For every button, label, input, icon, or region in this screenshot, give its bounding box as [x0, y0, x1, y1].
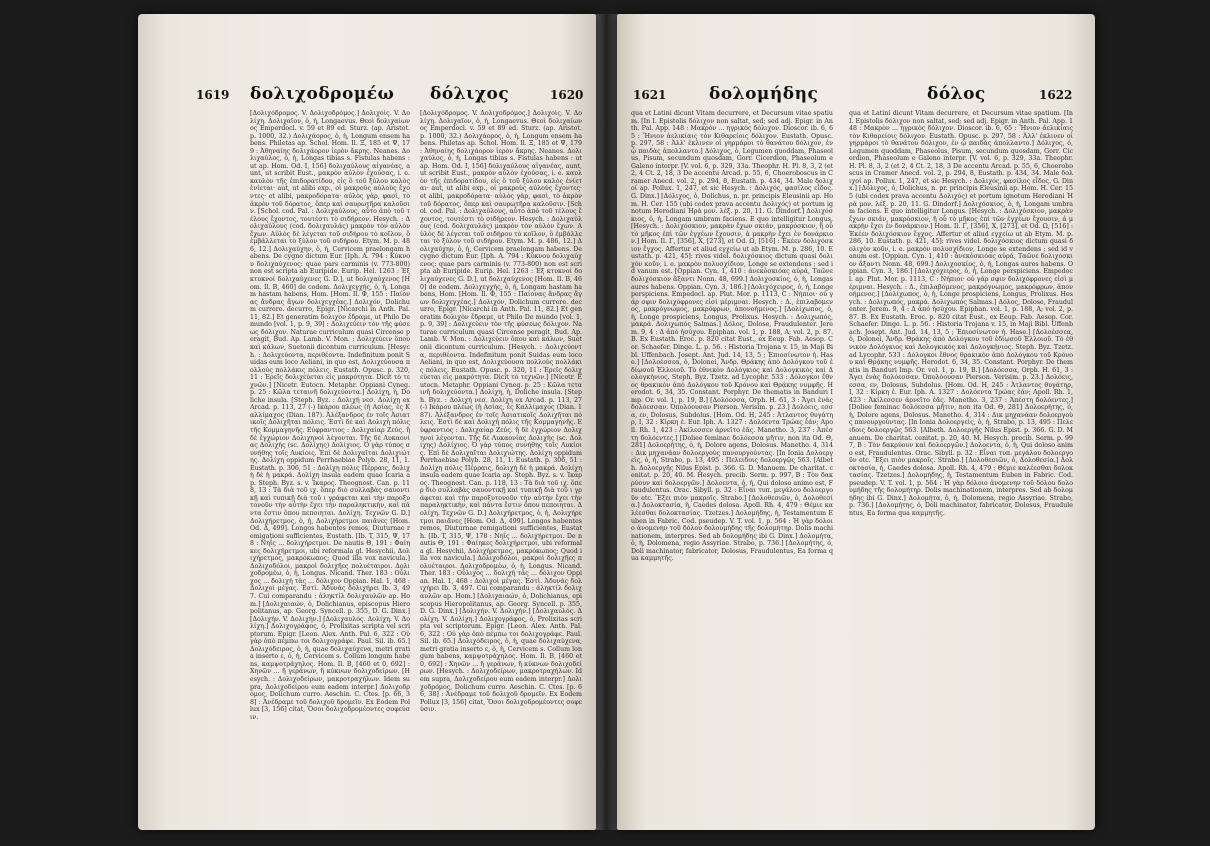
column-b-text: [Δολιχόδρομος. V. Δολιχοδρόμος.] Δολιχοὶς. V. Δολίχη. Δολιχαῖον, ὁ, ἡ, Longaevus. Θεοὶ δολιχαίωνος Emperdocl. v. 59 et 89 ed. Sturz. (ap. Aristot. p. 1000, 32.) Δολιχάορος, ὁ, ἡ, Longum ensem habens. Philetas ap. Schol. Hom. Il. Ξ, 185 et Ψ, 179 : Ἀθηναίης δολιχάορον ἱερὸν ἄκρης. Neanes. Δολιχαύλος, ὁ, ἡ, Longas tibias s. Fistulas habens : ut ap. Hom. Od. I, 156] δολιχαύλους αἰγανέας, aunt, ut scribit Eust., μακρὸν αὐλὸν ἐχούσας, i. e. καυλὸν τῆς ἐπιδορατίδου, εἰς ὃ τοῦ ξύλου καλὸς ἐνίεται· aut, ut alibi exp., οἱ μακροὺς αὐλοὺς ἔχοντες· et alibi, μακροδόρατα· αὐλὸς γὰρ, φασὶ, τὸ ἀκρὸν τοῦ δόρατος, ὅπερ καὶ σαυρωτῆρα καλοῦσιν. [Schol. cod. Pal. : Δολιχαύλους, αὖτο ἀπὸ τοῦ τέλους ἔχοντος, τουτέστι τὸ σιδήρεον. Hesych. : Δολιχαύλους (cod. δολιχαυλάς) μακρὸν τὸν αὐλὸν ἔχων. Αὐλὸς δὲ λέγεται τοῦ σιδήρου τὸ κοῖλον, ὃ ἐμβάλλεται τὸ ξύλον τοῦ σιδήρου. Etym. M. p. 486, 12.] Δολιχαύχην, ὁ, ἡ, Cervicem praelongam habens. De cygno dictum Eur. [Iph. A. 794 : Κύκνου δολιχαύχενος: quae pars carminis (v. 773-800) non est scripta ab Euripide. Eurip. Hel. 1263 : Ἐξ κτυκνοί δολιχαύχενες G. D.], ut δολιχαύχενος [Hom. Il. B, 460] de codem. Δολιχεγχής, ὁ, ἡ, Longam hastam habens, Hom. [Hom. Il. Φ, 155 : Παίονας ἄνδρας ἄγων δολιχεγχέας.] Δολιχόν, Dolichum currere. decurro, Epigr. [Nicarchi in Anth. Pal. 11, 82.] Et generatim δολιχὸν ἔδραμε, ut Philo De mundo [vol. 1, p. 9, 39] : Δολιχεύειν τὸν τῆς φύσεως δόλιχον. Naturae curriculum quasi Circense peragit, Bud. Ap. Lamb. V. Mon. : Δολιχεύειν ὅπου καὶ κάλων, Suetonii dicontum curriculum. [Hesych. : Δολιχεύοντα, περιθέοντα. Indefinitum ponit Suidas eum loco Aeliani, in quo est, Δολιχεύουσα πολλοὺς πολλάκις πόλεις. Eustath. Opusc. p. 320, 11 : Ἐρεῖς δολιχεύεται εἰς μακρότητα. Dicit τὸ τεχνῶν.] [Nicetr. Eutocn. Metaphr. Oppiani Cyneg. p. 25 : Κῶλα τεταινῆ δολιχεύοντα.] Δολίχη, ἡ, Doliche insula. [Steph. Byz. : Δολιχή νεσ. Δολίχη ex Arcad. p. 113, 27 (-) Ικάρου πλέως (ἡ Ασίας, ἐς Καλλίμαχος (Dian. 187). Ἀλέξανδρος ἐν τοῖς Ἀσιατικοῖς Δολιχῆται πόλεις. Ἐστὶ δὲ καὶ Δολιχὴ πόλις τῆς Κομμαγηνῆς. Εὐφραντιος : Δολιχαίαρ Ζεύς. ἣ δὲ ἐγχώριον Δολιχηνοὶ λέγονται. Τῆς δὲ Λυκαονίας Δολιχὴς (sc. Δολίχης) Δολίχιος. Ὁ γὰρ τύπος συνήθης τοῖς Λυκίοις. Ἐπὶ δὲ Δολιχαῖται Δολιχιώτης. Δολίχη oppidum Perrhaebiae Polyb. 28, 11, 1. Eustath. p. 306, 51 : Δολίχη πόλις Πέρραις, δολιχὴ δὲ ἡ μακρά. Δολίχη insula eadem quae Icaria ap. Steph. Byz. s. v. Ἰκαρος. Theognost. Can. p. 118, 13 : Τὰ διὰ τοῦ ιχ. ὅπερ διὸ συλλαβὰς σαυοντικῇ καὶ τυπικῇ διὰ τοῦ ι γράφεται καὶ τὴν παροξυτονοῦν τὴν αὐτὴν ἔχει τὴν παραληκτικὴν, καὶ πάντα ἔστιν ὅπου πεποιηται. Δολίχη. Τεχνῶν G. D.] Δολιχήρετμος, ὁ, ἡ, Δολιχήρετμοι παιᾶνες [Hom. Od. Δ, 499]. Longos habentes remos, Diuturnae remigationi sufficientes, Eustath. [Ib. T, 315, Ψ, 178 : Νηΐς ... δολιχήρετμοι. De nautis Θ, 191 : Φαίηκες δολιχήρετμοι, ubi reformala gl. Hesychii, Δολιχήρετμος, μακρόκωπος; Quod illa vox navicula.] Δολιχοδόλοι, μακροὶ δολιχῆες πολυέταιροι. Δολιχοδρομέω, ὁ, ἡ, Longus. Nicand. Ther. 183 : Οὖλιχος ... δολιχή τὰς ... δόλιχον Oppian. Hal. 1, 468 : Δολιχοὶ μέγας. Ἐστὶ. Ἀδυνάς δολιχήρει Ib. 3, 497. Cui comparandu : ἀληκτίλ δολιχαυλῶν ap. Hom.] [Δολιχαιαών, ὁ, Dolichianus, episcopus Hieropolitanus, ap. Georg. Syncell. p. 355, D. G. Dinx.] [Δολιχήν. V. Δολιχήν.] [Δολιχαυλός. Δολίχη. V. Δολίχη.] Δολιχογράφος, ὁ, Prolixitas scripta vel scriptorum. Epigr. [Leon. Alex. Anth. Pal. 6, 322 : Οὐ γὰρ ὀπὸ πέμπω τοι δολιχογράφε. Paul. Sil. ib. 65.] Δολιχόδειρος, ὁ, ἡ, quae δολιχαύχενα, metri gratia inserto ε, ὁ, ἡ, Cervicem s. Collum longum habens, καμψοτράχηλος. Hom. Il. B, [460 et 0, 692] : Χηνῶν ... ἢ γεράνων, ἢ κύκνων δολιχοδείρων. [Hesych. : Δολιχοδείρων, μακροτραχήλων. Idem supra, Δολιχοδείρου eum eadem interpr.] Δολιχοδρόμος, Dolichum curro. Aeschin. C. Ctes. [p. 66, 38] : Ἀνέδραμε τοῦ δολιχοῦ δρομεῖν. Ex Eodem Pollux [3, 156] citat, Ὅσοι δολιχοδρομέοντες σοφεύσιν. — [420, 110, 582, 714]
column-d — [849, 110, 1073, 810]
running-head-right: δόλος — [927, 84, 986, 104]
running-head-left: δολομήδης — [709, 84, 819, 104]
left-page-header — [138, 66, 596, 104]
column-c: qua et Latini dicunt Vitam decurrere, et Decursum vitae spatium. [In I. Epistolis δόλιχον non saltat, sed; sed adj. Epigr. in Anth. Pal. App. 148 : Μακρὸν ... ηγρικὸς δόλιχον. Dioscor. ib. 6, 65 : Ἤνιον ἀελικίαις τὸν Κιθαρείοις δόλιχον. Eustath. Opusc. p. 297, 58 : Ἀλλ' ἐκλινεν οἱ γηρμάροι τὸ θανάτου δόλιχον, ἐν ᾧ παιδὰς ἀπολλαντο.] Δόλιχος, ὁ, Legumen quoddam, Phaseolus, Pisum, secundum quosdam, Gorr. Cicerdion, Phaseolum e Galeno interpr. [V. vol. 6, p. 329, 33a. Theophr. H. Pl. 8, 3, 2 (et 2, 4 Ct. 2, 18, 3 De accentu Arcad. p. 55, 6, Choeroboscus in Cramer Anecd. vol. 2, p. 294, 8, Eustath. p. 434, 34. Male δολιχοί ap. Pollux. 1, 247, et sic Hesych. : Δολιχός, φασίλος εἶδος. G. Dinx.] [Δόλιχος, ὁ, Dolichus, n. pr. principis Eleusinii ap. Hom. H. Cer. 155 (ubi codex prava accentu Δολιχός) et portum ignotum Herodiani Ἡρὰ μον. λέξ. p. 20, 11. G. Dindorf.] Δολιχόσκιος, ὁ, ἡ, Longam umbram faciens. E quo intelligitur Longus. [Hesych. : Δολιχόσκιον, μακρὰν ἔχων σκιάν, μακρόσκιον, ἢ οὗ τὸ μῆκος ἐπὶ τῶν ἐγχέων ἔχουσιν, ἀ μακρὴν ἔχει ἐν δονάρκιον.] Hom. Il. Γ, [356], Χ, [273], et Od. Ω, [516] : Ἑκέεν δολιχόσκιον ἔγχος. Affertur et aliud εγχείω ut ab Etym. M. p. 286, 10. Eustath. p. 421, 45]: rives videl. δολιχόσκιος dictum quasi δολιχὸν κοῦν, i. e. μακρὸν πολυσχίδιον, Longe se extendens ; sed id vanum est. [Oppian. Cyn. 1, 410 : ἀνεκὀσκιόας αὐρά, Ταῶνε δολιχόσκιον ἄξαντι Nonn. 48, 699.] Δολιχοσκίος, ὁ, ἡ, Longas aures habens. Oppian. Cyn. 3, 186.] [Δολιχόχειρος, ὁ, ἡ, Longe perspiciens. Empedocl. ap. Plut. Mor. p. 1113, C : Νήπιοι· οὐ γάρ σφιν δολιχόφρονες εἰσὶ μέριμναι. Hesych. : Δ., ἐπιλαβόμενος, μακρόγνωμος, μακρόφρων, ἀπονοήμενος.] [Δολίχωπος, ὁ, ἡ, Longe prospiciens, Longus, Prolixus. Hesych. : Δολιχωπός, μακρά. Δολιχωπός Salmas.] Δόλος, Dolose, Fraudulenter. Jerem. 9, 4 : Δ ἀπό ἡσύχου. Epiphan. vol. 1, p. 188, A; vol. 2, p. 87. B. Ex Eustath. Eroc. p. 820 citat Eust., ex Eeup. Fab. Aesop. Cor. Schaefer. Dinge. L. p. 56. : Historia Trojana v. 15, in Maji Bibl. Uffenbach. Josept. Ant. Jud. 14, 13, 5 ; Ἐπιοσίνωτον ἡ. Hase.] [Δολοέσσεα, ὁ, Dolonei, Ἄνδρ. Θράκης ἀπὸ Δολόγκου τοῦ ἐδίῳσοῦ Ἑλλοιοῦ. Τὸ ἐθνικὸν Δολόγκιος καὶ Δολογκικὸς καὶ Δολογκήνιος. Steph. Byz. Tzetz. ad Lycophr. 533 : Δόλογκοι ἔθνος θρακικὸν ἀπὸ Δολόγκου τοῦ Κρόνου καὶ Θρᾴκης νυμφῆς. Herodot. 6, 34, 35. Constant. Porphyr. De thematis in Banduri Imp. Or. vol. 1, p. 19, B.] [Δολόεσσα, Orph. H. 61, 3 : Ἄγει ἐνὰς δολόεσσαν. Ὀπολόουσαν Pierson. Verisim. p. 23.] Δολόεις, εσσα, εν, Dolosus, Subdolus. [Hom. Od. H, 245 : Ἀτλαντος θυγάτηρ, Ι, 32 : Κίρκη ἐ. Eur. Iph. A. 1327 : Δολόεντα Τρώας ἐάν; Apoll. Rh. 1, 423 : Ἀκίλεσσεν ἀρνεῖτο ἐᾶς. Manetho. 3, 237 : Ἀπέστη δολόεντες.] [Doliee feminac δολόεσσα μῆτιν, non ita Od. Θ, 281] Δολοερήτης, ὁ, ἡ, Dolore agens, Dolosus. Manetho. 4, 314 : Δικ μηχανάαν δολοεργοὺς πανουργούντας. [In Ionia Δολοεργεὶς, ὁ, ἡ, Strabo, p. 13, 495 : Πελειδοις δολοεργῷς 563. [Albeth. Δολοεργῆς Nilus Epist. p. 366. G. D. Manuem. De charitat. cenitat. p. 20, 40. M. Hesych. precib. Serm. p. 997, B : Τὸν δακρύουν καὶ δολοεργῶν.] Δολοεντα, ὁ, ἡ, Qui doloso animo est, Fraudulentus. Orac. Sibyll. p. 32 : Εἶναι τυπ. μεγάλου δολοεργοῦν etc. Ἕξει πιὸν μακροῖς. Strabo.] [Δολοθεσιῶν, ὁ, Δολοθεσία.] Δολοκτασία, ἡ, Caedes dolosa. Apoll. Rh. 4, 479 : Θέμιε καλέεσθαι δολοκτασίας. Tzetzes.] Δολομήδης, ἡ, Testamentum Euben in Fabric. Cod. pseudep. V. T. vol. 1, p. 564 : Ἡ γὰρ δόλοιο ἀνομενην τοῦ δόλου δολουμήδης τῆς δολομήτηρ. Dolis machinationem, interpres. Sed ab δολομήδης ibi G. Dinx.] Δολομήτα, ὁ, ἡ, Dolomena, regio Assyriae. Strabo, p. 736.] [Δολομήτης, ὁ, Doli machinator, fabricator, Dolosus, Fraudulentus, Ea forma qua καμμητῆς. — [631, 110, 833, 563]
column-b — [420, 110, 582, 810]
page-number-1621: 1621 — [633, 88, 667, 102]
column-a: [Δολιχόδρομος. V. Δολιχοδρόμος.] Δολιχοὶς. V. Δολίχη. Δολιχαῖον, ὁ, ἡ, Longaevus. Θεοὶ δολιχαίωνος Emperdocl. v. 59 et 89 ed. Sturz. (ap. Aristot. p. 1000, 32.) Δολιχάορος, ὁ, ἡ, Longum ensem habens. Philetas ap. Schol. Hom. Il. Ξ, 185 et Ψ, 179 : Ἀθηναίης δολιχάορον ἱερὸν ἄκρης. Neanes. Δολιχαύλος, ὁ, ἡ, Longas tibias s. Fistulas habens : ut ap. Hom. Od. I, 156] δολιχαύλους αἰγανέας, aunt, ut scribit Eust., μακρὸν αὐλὸν ἐχούσας, i. e. καυλὸν τῆς ἐπιδορατίδου, εἰς ὃ τοῦ ξύλου καλὸς ἐνίεται· aut, ut alibi exp., οἱ μακροὺς αὐλοὺς ἔχοντες· et alibi, μακροδόρατα· αὐλὸς γὰρ, φασὶ, τὸ ἀκρὸν τοῦ δόρατος, ὅπερ καὶ σαυρωτῆρα καλοῦσιν. [Schol. cod. Pal. : Δολιχαύλους, αὖτο ἀπὸ τοῦ τέλους ἔχοντος, τουτέστι τὸ σιδήρεον. Hesych. : Δολιχαύλους (cod. δολιχαυλάς) μακρὸν τὸν αὐλὸν ἔχων. Αὐλὸς δὲ λέγεται τοῦ σιδήρου τὸ κοῖλον, ὃ ἐμβάλλεται τὸ ξύλον τοῦ σιδήρου. Etym. M. p. 486, 12.] Δολιχαύχην, ὁ, ἡ, Cervicem praelongam habens. De cygno dictum Eur. [Iph. A. 794 : Κύκνου δολιχαύχενος: quae pars carminis (v. 773-800) non est scripta ab Euripide. Eurip. Hel. 1263 : Ἐξ κτυκνοί δολιχαύχενες G. D.], ut δολιχαύχενος [Hom. Il. B, 460] de codem. Δολιχεγχής, ὁ, ἡ, Longam hastam habens, Hom. [Hom. Il. Φ, 155 : Παίονας ἄνδρας ἄγων δολιχεγχέας.] Δολιχόν, Dolichum currere. decurro, Epigr. [Nicarchi in Anth. Pal. 11, 82.] Et generatim δολιχὸν ἔδραμε, ut Philo De mundo [vol. 1, p. 9, 39] : Δολιχεύειν τὸν τῆς φύσεως δόλιχον. Naturae curriculum quasi Circense peragit, Bud. Ap. Lamb. V. Mon. : Δολιχεύειν ὅπου καὶ κάλων, Suetonii dicontum curriculum. [Hesych. : Δολιχεύοντα, περιθέοντα. Indefinitum ponit Suidas eum loco Aeliani, in quo est, Δολιχεύουσα πολλοὺς πολλάκις πόλεις. Eustath. Opusc. p. 320, 11 : Ἐρεῖς δολιχεύεται εἰς μακρότητα. Dicit τὸ τεχνῶν.] [Nicetr. Eutocn. Metaphr. Oppiani Cyneg. p. 25 : Κῶλα τεταινῆ δολιχεύοντα.] Δολίχη, ἡ, Doliche insula. [Steph. Byz. : Δολιχή νεσ. Δολίχη ex Arcad. p. 113, 27 (-) Ικάρου πλέως (ἡ Ασίας, ἐς Καλλίμαχος (Dian. 187). Ἀλέξανδρος ἐν τοῖς Ἀσιατικοῖς Δολιχῆται πόλεις. Ἐστὶ δὲ καὶ Δολιχὴ πόλις τῆς Κομμαγηνῆς. Εὐφραντιος : Δολιχαίαρ Ζεύς. ἣ δὲ ἐγχώριον Δολιχηνοὶ λέγονται. Τῆς δὲ Λυκαονίας Δολιχὴς (sc. Δολίχης) Δολίχιος. Ὁ γὰρ τύπος συνήθης τοῖς Λυκίοις. Ἐπὶ δὲ Δολιχαῖται Δολιχιώτης. Δολίχη oppidum Perrhaebiae Polyb. 28, 11, 1. Eustath. p. 306, 51 : Δολίχη πόλις Πέρραις, δολιχὴ δὲ ἡ μακρά. Δολίχη insula eadem quae Icaria ap. Steph. Byz. s. v. Ἰκαρος. Theognost. Can. p. 118, 13 : Τὰ διὰ τοῦ ιχ. ὅπερ διὸ συλλαβὰς σαυοντικῇ καὶ τυπικῇ διὰ τοῦ ι γράφεται καὶ τὴν παροξυτονοῦν τὴν αὐτὴν ἔχει τὴν παραληκτικὴν, καὶ πάντα ἔστιν ὅπου πεποιηται. Δολίχη. Τεχνῶν G. D.] Δολιχήρετμος, ὁ, ἡ, Δολιχήρετμοι παιᾶνες [Hom. Od. Δ, 499]. Longos habentes remos, Diuturnae remigationi sufficientes, Eustath. [Ib. T, 315, Ψ, 178 : Νηΐς ... δολιχήρετμοι. De nautis Θ, 191 : Φαίηκες δολιχήρετμοι, ubi reformala gl. Hesychii, Δολιχήρετμος, μακρόκωπος; Quod illa vox navicula.] Δολιχοδόλοι, μακροὶ δολιχῆες πολυέταιροι. Δολιχοδρομέω, ὁ, ἡ, Longus. Nicand. Ther. 183 : Οὖλιχος ... δολιχή τὰς ... δόλιχον Oppian. Hal. 1, 468 : Δολιχοὶ μέγας. Ἐστὶ. Ἀδυνάς δολιχήρει Ib. 3, 497. Cui comparandu : ἀληκτίλ δολιχαυλῶν ap. Hom.] [Δολιχαιαών, ὁ, Dolichianus, episcopus Hieropolitanus, ap. Georg. Syncell. p. 355, D. G. Dinx.] [Δολιχήν. V. Δολιχήν.] [Δολιχαυλός. Δολίχη. V. Δολίχη.] Δολιχογράφος, ὁ, Prolixitas scripta vel scriptorum. Epigr. [Leon. Alex. Anth. Pal. 6, 322 : Οὐ γὰρ ὀπὸ πέμπω τοι δολιχογράφε. Paul. Sil. ib. 65.] Δολιχόδειρος, ὁ, ἡ, quae δολιχαύχενα, metri gratia inserto ε, ὁ, ἡ, Cervicem s. Collum longum habens, καμψοτράχηλος. Hom. Il. B, [460 et 0, 692] : Χηνῶν ... ἢ γεράνων, ἢ κύκνων δολιχοδείρων. [Hesych. : Δολιχοδείρων, μακροτραχήλων. Idem supra, Δολιχοδείρου eum eadem interpr.] Δολιχοδρόμος, Dolichum curro. Aeschin. C. Ctes. [p. 66, 38] : Ἀνέδραμε τοῦ δολιχοῦ δρομεῖν. Ex Eodem Pollux [3, 156] citat, Ὅσοι δολιχοδρομέοντες σοφεύσιν. — [250, 110, 410, 721]
left-page — [138, 14, 596, 830]
page-number-1619: 1619 — [196, 88, 230, 102]
right-page-header — [617, 66, 1095, 104]
column-d-text: qua et Latini dicunt Vitam decurrere, et Decursum vitae spatium. [In I. Epistolis δόλιχον non saltat, sed; sed adj. Epigr. in Anth. Pal. App. 148 : Μακρὸν ... ηγρικὸς δόλιχον. Dioscor. ib. 6, 65 : Ἤνιον ἀελικίαις τὸν Κιθαρείοις δόλιχον. Eustath. Opusc. p. 297, 58 : Ἀλλ' ἐκλινεν οἱ γηρμάροι τὸ θανάτου δόλιχον, ἐν ᾧ παιδὰς ἀπολλαντο.] Δόλιχος, ὁ, Legumen quoddam, Phaseolus, Pisum, secundum quosdam, Gorr. Cicerdion, Phaseolum e Galeno interpr. [V. vol. 6, p. 329, 33a. Theophr. H. Pl. 8, 3, 2 (et 2, 4 Ct. 2, 18, 3 De accentu Arcad. p. 55, 6, Choeroboscus in Cramer Anecd. vol. 2, p. 294, 8, Eustath. p. 434, 34. Male δολιχοί ap. Pollux. 1, 247, et sic Hesych. : Δολιχός, φασίλος εἶδος. G. Dinx.] [Δόλιχος, ὁ, Dolichus, n. pr. principis Eleusinii ap. Hom. H. Cer. 155 (ubi codex prava accentu Δολιχός) et portum ignotum Herodiani Ἡρὰ μον. λέξ. p. 20, 11. G. Dindorf.] Δολιχόσκιος, ὁ, ἡ, Longam umbram faciens. E quo intelligitur Longus. [Hesych. : Δολιχόσκιον, μακρὰν ἔχων σκιάν, μακρόσκιον, ἢ οὗ τὸ μῆκος ἐπὶ τῶν ἐγχέων ἔχουσιν, ἀ μακρὴν ἔχει ἐν δονάρκιον.] Hom. Il. Γ, [356], Χ, [273], et Od. Ω, [516] : Ἑκέεν δολιχόσκιον ἔγχος. Affertur et aliud εγχείω ut ab Etym. M. p. 286, 10. Eustath. p. 421, 45]: rives videl. δολιχόσκιος dictum quasi δολιχὸν κοῦν, i. e. μακρὸν πολυσχίδιον, Longe se extendens ; sed id vanum est. [Oppian. Cyn. 1, 410 : ἀνεκὀσκιόας αὐρά, Ταῶνε δολιχόσκιον ἄξαντι Nonn. 48, 699.] Δολιχοσκίος, ὁ, ἡ, Longas aures habens. Oppian. Cyn. 3, 186.] [Δολιχόχειρος, ὁ, ἡ, Longe perspiciens. Empedocl. ap. Plut. Mor. p. 1113, C : Νήπιοι· οὐ γάρ σφιν δολιχόφρονες εἰσὶ μέριμναι. Hesych. : Δ., ἐπιλαβόμενος, μακρόγνωμος, μακρόφρων, ἀπονοήμενος.] [Δολίχωπος, ὁ, ἡ, Longe prospiciens, Longus, Prolixus. Hesych. : Δολιχωπός, μακρά. Δολιχωπός Salmas.] Δόλος, Dolose, Fraudulenter. Jerem. 9, 4 : Δ ἀπό ἡσύχου. Epiphan. vol. 1, p. 188, A; vol. 2, p. 87. B. Ex Eustath. Eroc. p. 820 citat Eust., ex Eeup. Fab. Aesop. Cor. Schaefer. Dinge. L. p. 56. : Historia Trojana v. 15, in Maji Bibl. Uffenbach. Josept. Ant. Jud. 14, 13, 5 ; Ἐπιοσίνωτον ἡ. Hase.] [Δολοέσσεα, ὁ, Dolonei, Ἄνδρ. Θράκης ἀπὸ Δολόγκου τοῦ ἐδίῳσοῦ Ἑλλοιοῦ. Τὸ ἐθνικὸν Δολόγκιος καὶ Δολογκικὸς καὶ Δολογκήνιος. Steph. Byz. Tzetz. ad Lycophr. 533 : Δόλογκοι ἔθνος θρακικὸν ἀπὸ Δολόγκου τοῦ Κρόνου καὶ Θρᾴκης νυμφῆς. Herodot. 6, 34, 35. Constant. Porphyr. De thematis in Banduri Imp. Or. vol. 1, p. 19, B.] [Δολόεσσα, Orph. H. 61, 3 : Ἄγει ἐνὰς δολόεσσαν. Ὀπολόουσαν Pierson. Verisim. p. 23.] Δολόεις, εσσα, εν, Dolosus, Subdolus. [Hom. Od. H, 245 : Ἀτλαντος θυγάτηρ, Ι, 32 : Κίρκη ἐ. Eur. Iph. A. 1327 : Δολόεντα Τρώας ἐάν; Apoll. Rh. 1, 423 : Ἀκίλεσσεν ἀρνεῖτο ἐᾶς. Manetho. 3, 237 : Ἀπέστη δολόεντες.] [Doliee feminac δολόεσσα μῆτιν, non ita Od. Θ, 281] Δολοερήτης, ὁ, ἡ, Dolore agens, Dolosus. Manetho. 4, 314 : Δικ μηχανάαν δολοεργοὺς πανουργούντας. [In Ionia Δολοεργεὶς, ὁ, ἡ, Strabo, p. 13, 495 : Πελειδοις δολοεργῷς 563. [Albeth. Δολοεργῆς Nilus Epist. p. 366. G. D. Manuem. De charitat. cenitat. p. 20, 40. M. Hesych. precib. Serm. p. 997, B : Τὸν δακρύουν καὶ δολοεργῶν.] Δολοεντα, ὁ, ἡ, Qui doloso animo est, Fraudulentus. Orac. Sibyll. p. 32 : Εἶναι τυπ. μεγάλου δολοεργοῦν etc. Ἕξει πιὸν μακροῖς. Strabo.] [Δολοθεσιῶν, ὁ, Δολοθεσία.] Δολοκτασία, ἡ, Caedes dolosa. Apoll. Rh. 4, 479 : Θέμιε καλέεσθαι δολοκτασίας. Tzetzes.] Δολομήδης, ἡ, Testamentum Euben in Fabric. Cod. pseudep. V. T. vol. 1, p. 564 : Ἡ γὰρ δόλοιο ἀνομενην τοῦ δόλου δολουμήδης τῆς δολομήτηρ. Dolis machinationem, interpres. Sed ab δολομήδης ibi G. Dinx.] Δολομήτα, ὁ, ἡ, Dolomena, regio Assyriae. Strabo, p. 736.] [Δολομήτης, ὁ, Doli machinator, fabricator, Dolosus, Fraudulentus, Ea forma qua καμμητῆς. — [849, 110, 1073, 517]
page-number-1622: 1622 — [1039, 88, 1073, 102]
page-number-1620: 1620 — [550, 88, 584, 102]
running-head-right: δόλιχος — [430, 84, 510, 104]
book-gutter — [596, 14, 617, 830]
right-page — [617, 14, 1095, 830]
running-head-left: δολιχοδρομέω — [250, 84, 395, 104]
